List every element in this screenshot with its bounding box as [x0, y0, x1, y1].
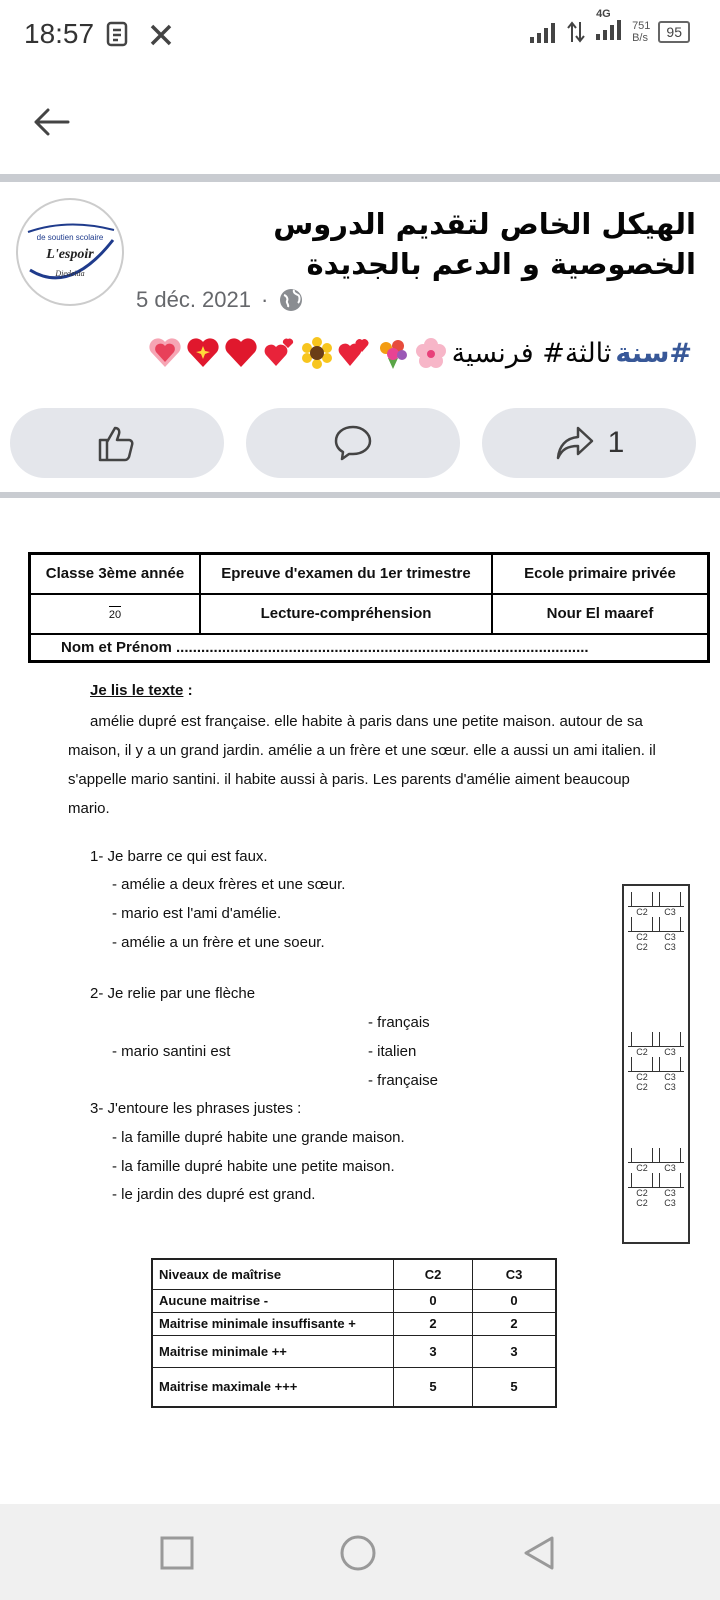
svg-text:de soutien scolaire: de soutien scolaire: [36, 233, 104, 242]
svg-text:Djedeida: Djedeida: [55, 269, 85, 278]
q1-option-b: - mario est l'ami d'amélie.: [112, 905, 282, 922]
mastery-head-c3: C3: [473, 1259, 557, 1289]
mastery-row: Maitrise maximale +++ 5 5: [152, 1367, 556, 1407]
battery-indicator: 95: [658, 21, 690, 43]
share-count: 1: [607, 426, 625, 459]
home-button[interactable]: [340, 1535, 376, 1575]
q3-option-a: - la famille dupré habite une grande maison.: [112, 1129, 405, 1146]
cherry-blossom-icon: [414, 336, 448, 370]
hashtag-link[interactable]: #سنة: [615, 337, 692, 369]
close-x-icon: [148, 22, 174, 52]
q2-right-2: - italien: [368, 1043, 417, 1060]
mastery-row: Aucune maitrise - 0 0: [152, 1289, 556, 1312]
signal-4g-icon: [594, 18, 624, 40]
comment-button[interactable]: [246, 408, 460, 478]
mastery-head-c2: C2: [394, 1259, 473, 1289]
post-meta: [136, 287, 304, 313]
triangle-back-icon: [522, 1535, 556, 1571]
status-indicators: [528, 8, 690, 45]
header-classe: Classe 3ème année: [30, 554, 201, 594]
logo-icon: [18, 200, 122, 304]
post-date[interactable]: 5 déc. 2021: [136, 287, 251, 312]
message-icon: [104, 20, 132, 54]
header-nom-ecole: Nour El maaref: [492, 594, 709, 634]
bouquet-icon: [376, 336, 410, 370]
question-2: 2- Je relie par une flèche: [90, 985, 256, 1002]
q2-right-3: - française: [368, 1072, 439, 1089]
back-button[interactable]: [28, 98, 76, 146]
criteria-group-2: C2 C3 C2 C3 C2 C3: [628, 1032, 684, 1092]
two-hearts-icon: [338, 336, 372, 370]
header-nom-prenom: Nom et Prénom ...................................................................................................: [30, 634, 709, 662]
revolving-hearts-icon: [262, 336, 296, 370]
status-bar: [0, 0, 720, 72]
svg-text:L'espoir: L'espoir: [46, 247, 94, 262]
criteria-group-1: C2 C3 C2 C3 C2 C3: [628, 892, 684, 952]
question-1: 1- Je barre ce qui est faux.: [90, 848, 268, 865]
q1-option-a: - amélie a deux frères et une sœur.: [112, 876, 346, 893]
exam-header-table: [28, 552, 710, 663]
system-nav-bar: [0, 1504, 720, 1600]
growing-heart-icon: [148, 336, 182, 370]
q3-option-c: - le jardin des dupré est grand.: [112, 1186, 316, 1203]
mastery-row: Maitrise minimale insuffisante + 2 2: [152, 1312, 556, 1335]
signal-icon: [528, 21, 558, 43]
q1-option-c: - amélie a un frère et une soeur.: [112, 934, 325, 951]
back-arrow-icon: [28, 98, 76, 146]
header-ecole: Ecole primaire privée: [492, 554, 709, 594]
header-score: 20: [30, 594, 201, 634]
q2-right-1: - français: [368, 1014, 430, 1031]
nav-back-button[interactable]: [522, 1535, 556, 1575]
post-image-document[interactable]: [0, 498, 720, 1510]
header-epreuve: Epreuve d'examen du 1er trimestre: [200, 554, 492, 594]
like-button[interactable]: [10, 408, 224, 478]
circle-icon: [340, 1535, 376, 1571]
share-icon: [554, 422, 596, 464]
header-matiere: Lecture-compréhension: [200, 594, 492, 634]
meta-separator: ·: [260, 287, 269, 312]
data-transfer-icon: [566, 20, 586, 44]
q2-left: - mario santini est: [112, 1043, 231, 1060]
thumbs-up-icon: [96, 422, 138, 464]
red-heart-icon: [224, 336, 258, 370]
page-avatar[interactable]: [16, 198, 124, 306]
mastery-table: [151, 1258, 557, 1408]
question-3: 3- J'entoure les phrases justes :: [90, 1100, 302, 1117]
recents-button[interactable]: [160, 1536, 194, 1574]
share-button[interactable]: [482, 408, 696, 478]
clock: 18:57: [24, 18, 95, 49]
post-text: [148, 336, 692, 370]
sparkling-heart-icon: [186, 336, 220, 370]
network-speed: 751 B/s: [632, 19, 651, 44]
criteria-box: [622, 884, 690, 1244]
comment-icon: [332, 422, 374, 464]
signal-4g: 4G: [594, 18, 624, 45]
reading-text: amélie dupré est française. elle habite à paris dans une petite maison. autour de sa maison, il y a un grand jardin. amélie a un frère et une sœur. elle a aussi un ami italien. il s'appelle mario santini. il habite aussi à paris. Les parents d'amélie aiment beaucoup mario.: [68, 713, 656, 817]
square-icon: [160, 1536, 194, 1570]
q3-option-b: - la famille dupré habite une petite maison.: [112, 1158, 395, 1175]
mastery-head-label: Niveaux de maîtrise: [152, 1259, 394, 1289]
globe-icon: [278, 287, 304, 313]
page-name[interactable]: الهيكل الخاص لتقديم الدروس الخصوصية و الدعم بالجديدة: [273, 207, 696, 281]
post-text-rest: ثالثة# فرنسية: [451, 337, 612, 369]
mastery-row: Maitrise minimale ++ 3 3: [152, 1335, 556, 1367]
divider: [0, 174, 720, 182]
sunflower-icon: [300, 336, 334, 370]
je-lis-heading: Je lis le texte :: [90, 682, 193, 699]
criteria-group-3: C2 C3 C2 C3 C2 C3: [628, 1148, 684, 1208]
